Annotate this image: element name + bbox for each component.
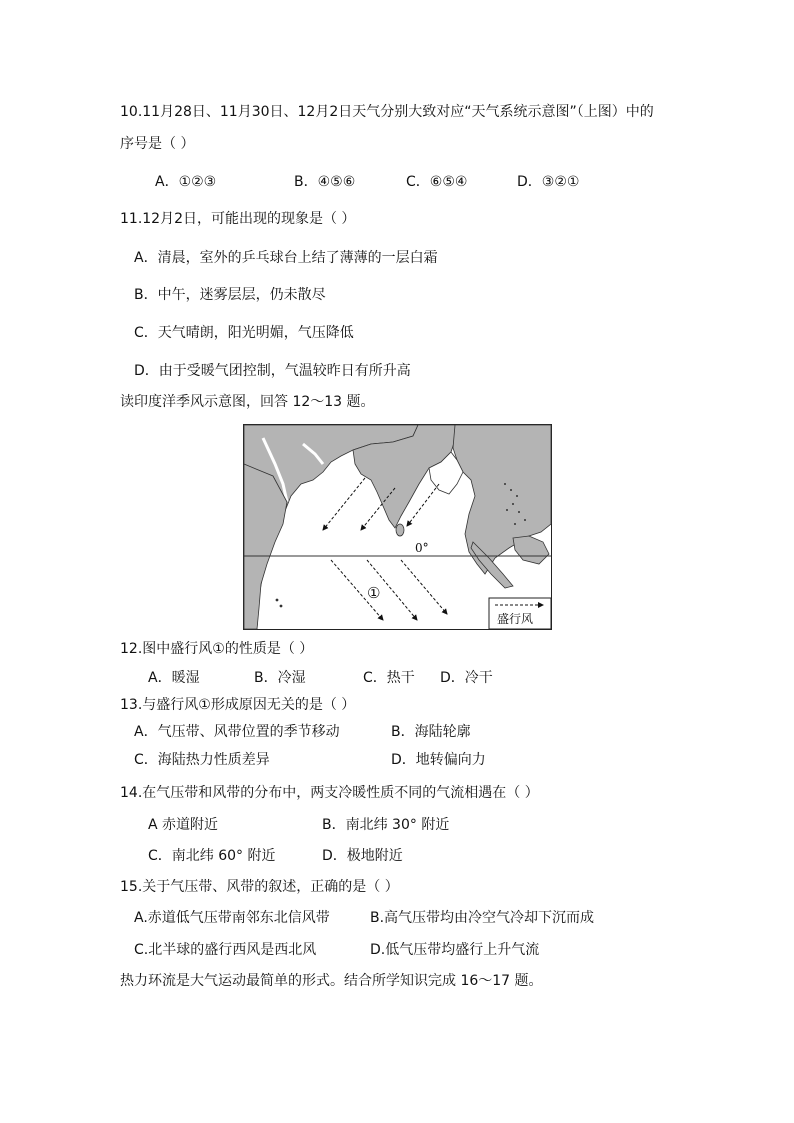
- q12-option-a: A．暖湿: [148, 670, 200, 686]
- q14-option-b: B．南北纬 30° 附近: [322, 817, 450, 833]
- q15-option-b: B.高气压带均由冷空气冷却下沉而成: [370, 910, 595, 926]
- q11-stem: 11.12月2日，可能出现的现象是（ ）: [120, 211, 356, 227]
- q10-option-b: B．④⑤⑥: [294, 174, 356, 190]
- q13-option-a: A．气压带、风带位置的季节移动: [134, 724, 340, 740]
- legend-label: 盛行风: [497, 612, 534, 626]
- q14-option-a: A 赤道附近: [148, 817, 219, 833]
- q13-option-b: B．海陆轮廓: [391, 724, 471, 740]
- q15-option-c: C.北半球的盛行西风是西北风: [134, 942, 317, 958]
- indian-ocean-monsoon-map: [243, 424, 552, 630]
- q10-stem-line2: 序号是（ ）: [120, 136, 195, 152]
- q12-option-d: D．冷干: [440, 670, 493, 686]
- sri-lanka: [396, 524, 404, 536]
- q11-option-d: D．由于受暖气团控制，气温较昨日有所升高: [134, 363, 411, 379]
- q12-option-c: C．热干: [363, 670, 415, 686]
- q14-stem: 14.在气压带和风带的分布中，两支冷暖性质不同的气流相遇在（ ）: [120, 785, 539, 801]
- q14-option-c: C．南北纬 60° 附近: [148, 848, 276, 864]
- q11-option-a: A．清晨，室外的乒乓球台上结了薄薄的一层白霜: [134, 250, 438, 266]
- q15-stem: 15.关于气压带、风带的叙述，正确的是（ ）: [120, 879, 399, 895]
- q13-stem: 13.与盛行风①形成原因无关的是（ ）: [120, 697, 356, 713]
- q10-option-c: C．⑥⑤④: [406, 174, 468, 190]
- q13-option-d: D．地转偏向力: [391, 752, 486, 768]
- q11-option-c: C．天气晴朗，阳光明媚，气压降低: [134, 325, 354, 341]
- q14-option-d: D．极地附近: [322, 848, 403, 864]
- q15-option-a: A.赤道低气压带南邻东北信风带: [134, 910, 330, 926]
- q13-option-c: C．海陆热力性质差异: [134, 752, 270, 768]
- q12-option-b: B．冷湿: [254, 670, 306, 686]
- q10-option-d: D．③②①: [517, 174, 580, 190]
- closing-line: 热力环流是大气运动最简单的形式。结合所学知识完成 16～17 题。: [120, 973, 543, 989]
- q10-stem-line1: 10.11月28日、11月30日、12月2日天气分别大致对应“天气系统示意图”（上图）中的: [120, 104, 654, 120]
- q11-option-b: B．中午，迷雾层层，仍未散尽: [134, 287, 326, 303]
- wind-marker-label: ①: [367, 584, 381, 602]
- q10-option-a: A．①②③: [155, 174, 217, 190]
- map-intro: 读印度洋季风示意图，回答 12～13 题。: [120, 394, 375, 410]
- equator-label: 0°: [415, 541, 429, 555]
- q15-option-d: D.低气压带均盛行上升气流: [370, 942, 540, 958]
- q12-stem: 12.图中盛行风①的性质是（ ）: [120, 641, 314, 657]
